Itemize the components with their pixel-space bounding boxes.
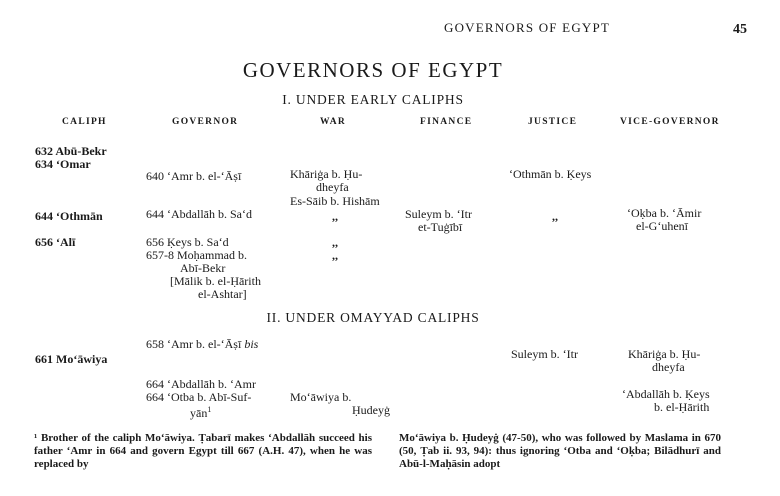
governor-otba: 664 ‘Otba b. Abī-Suf- [146, 390, 252, 404]
ditto-mark: ,, [332, 235, 338, 249]
column-header-vice-governor: VICE-GOVERNOR [620, 117, 720, 127]
column-header-caliph: CALIPH [62, 117, 107, 127]
war-khariga-cont: dheyfa [316, 180, 349, 194]
governor-malik: [Mālik b. el-Ḥārith [170, 274, 261, 288]
governor-otba-cont-name: yān [190, 406, 208, 420]
caliph-othman: 644 ‘Othmān [35, 209, 103, 223]
column-header-justice: JUSTICE [528, 117, 578, 127]
section-heading-early: I. UNDER EARLY CALIPHS [282, 92, 464, 107]
governor-otba-cont [190, 404, 211, 419]
governor-amr-bis-name: 658 ‘Amr b. el-‘Āṣī [146, 337, 242, 351]
justice-suleym: Suleym b. ‘Itr [511, 347, 578, 361]
finance-suleym: Suleym b. ‘Itr [405, 207, 472, 221]
footnote-right: Mo‘āwiya b. Ḥudeyġ (47-50), who was followed by Maslama in 670 (50, Ṭab ii. 93, 94): thus ignoring ‘Otba and ‘Oḳba; Bilādhurī and Abū-l-Maḥāsin adopt [399, 432, 721, 470]
governor-keys: 656 Ḳeys b. Sa‘d [146, 235, 229, 249]
page-number: 45 [733, 22, 747, 37]
governor-abdallah: 644 ‘Abdallāh b. Sa‘d [146, 207, 252, 221]
ditto-mark: ,, [552, 209, 558, 223]
caliph-ali: 656 ‘Alī [35, 235, 76, 249]
caliph-moawiya: 661 Mo‘āwiya [35, 352, 108, 366]
justice-othman: ‘Othmān b. Ḳeys [509, 167, 592, 181]
war-moawiya: Mo‘āwiya b. [290, 390, 352, 404]
column-header-governor: GOVERNOR [172, 117, 239, 127]
governor-mohammad: 657-8 Moḥammad b. [146, 248, 247, 262]
finance-suleym-cont: et-Tuġībī [418, 220, 463, 234]
vice-abdallah-cont: b. el-Ḥārith [654, 400, 710, 414]
footnote-ref: 1 [207, 405, 212, 414]
war-moawiya-cont: Ḥudeyġ [352, 403, 390, 417]
vice-abdallah: ‘Abdallāh b. Ḳeys [622, 387, 710, 401]
column-header-war: WAR [320, 117, 347, 127]
caliph-abubekr: 632 Abū-Bekr [35, 144, 107, 158]
bis-mark: bis [244, 337, 259, 351]
governor-abdallah-amr: 664 ‘Abdallāh b. ‘Amr [146, 377, 256, 391]
caliph-omar: 634 ‘Omar [35, 157, 91, 171]
vice-khariga: Khāriġa b. Ḥu- [628, 347, 701, 361]
war-khariga: Khāriġa b. Ḥu- [290, 167, 363, 181]
ditto-mark: ,, [332, 209, 338, 223]
section-heading-omayyad: II. UNDER OMAYYAD CALIPHS [266, 310, 480, 325]
governor-amr-bis [146, 338, 258, 350]
page-title: GOVERNORS OF EGYPT [242, 58, 504, 82]
column-header-finance: FINANCE [420, 117, 473, 127]
vice-okba-cont: el-G‘uhenī [636, 219, 688, 233]
running-head: GOVERNORS OF EGYPT [444, 20, 611, 35]
footnote-left: ¹ Brother of the caliph Mo‘āwiya. Ṭabarī makes ‘Abdallāh succeed his father ‘Amr in 664 and govern Egypt till 667 (A.H. 47), when he was replaced by [34, 432, 372, 470]
governor-malik-cont: el-Ashtar] [198, 287, 247, 301]
ditto-mark: ,, [332, 248, 338, 262]
governor-mohammad-cont: Abī-Bekr [180, 261, 226, 275]
vice-khariga-cont: dheyfa [652, 360, 685, 374]
vice-okba: ‘Oḳba b. ‘Āmir [627, 206, 702, 220]
war-essaib: Es-Sāib b. Hishām [290, 194, 380, 208]
governor-amr: 640 ‘Amr b. el-‘Āṣī [146, 169, 242, 183]
